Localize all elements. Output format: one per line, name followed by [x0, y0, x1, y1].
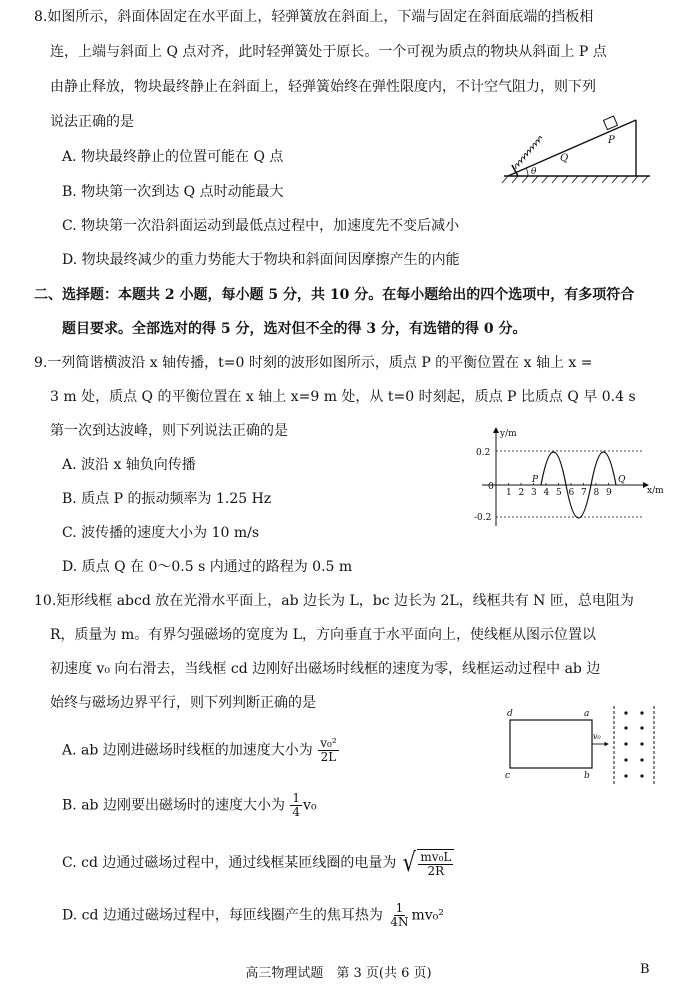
- q10-option-b: [62, 792, 317, 819]
- x-tick-label: 1: [506, 488, 512, 498]
- fraction-numerator: 1: [292, 791, 301, 805]
- q8-option-a: A. 物块最终静止的位置可能在 Q 点: [62, 149, 284, 165]
- corner-d: d: [507, 709, 513, 719]
- label-theta: θ: [531, 167, 537, 177]
- q10-option-a: [62, 737, 340, 764]
- q10-option-c: [62, 848, 454, 878]
- x-tick-label: 4: [543, 488, 550, 498]
- q8-stem-line-2: 连，上端与斜面上 Q 点对齐，此时轻弹簧处于原长。一个可视为质点的物块从斜面上 P 点: [50, 44, 607, 60]
- incline-spring-figure: [500, 112, 656, 188]
- corner-c: c: [505, 771, 511, 781]
- q10-option-a-fraction: [318, 737, 338, 764]
- q8-stem-line-3: 由静止释放，物块最终静止在斜面上，轻弹簧始终在弹性限度内，不计空气阻力，则下列: [50, 79, 596, 95]
- q9-stem-line-3: 第一次到达波峰，则下列说法正确的是: [50, 423, 288, 439]
- origin-label: 0: [488, 482, 494, 492]
- y-tick-0.2: 0.2: [476, 448, 491, 458]
- q10-option-b-text: B. ab 边刚要出磁场时的速度大小为: [62, 797, 285, 814]
- magnetic-field-dots: [624, 711, 643, 777]
- paper-version: B: [640, 962, 650, 977]
- q9-stem-line-1: 9.一列简谐横波沿 x 轴传播，t=0 时刻的波形如图所示，质点 P 的平衡位置在 x 轴上 x =: [34, 355, 593, 371]
- q9-option-b: B. 质点 P 的振动频率为 1.25 Hz: [62, 491, 272, 507]
- q10-option-d-text: D. cd 边通过磁场过程中，每匝线圈产生的焦耳热为: [62, 907, 383, 924]
- x-tick-label: 8: [593, 488, 600, 498]
- wave-label-p: P: [532, 475, 539, 485]
- fraction-numerator: mv₀L: [420, 849, 452, 864]
- q10-option-d: [62, 902, 444, 929]
- label-q: Q: [560, 153, 569, 164]
- x-tick-label: 5: [556, 488, 562, 498]
- q10-option-d-tail: mv₀²: [411, 907, 444, 924]
- q8-option-d: D. 物块最终减少的重力势能大于物块和斜面间因摩擦产生的内能: [62, 252, 460, 268]
- q9-option-c: C. 波传播的速度大小为 10 m/s: [62, 525, 260, 541]
- fraction-denominator: 4N: [390, 915, 409, 929]
- section-2-header-line-1: 二、选择题：本题共 2 小题，每小题 5 分，共 10 分。在每小题给出的四个选项中，有多项符合: [34, 287, 635, 303]
- fraction-denominator: 2L: [320, 750, 337, 764]
- wave-label-q: Q: [618, 475, 626, 485]
- fraction-denominator: 2R: [427, 863, 445, 878]
- q10-option-c-text: C. cd 边通过磁场过程中，通过线框某匝线圈的电量为: [62, 855, 397, 871]
- fraction-numerator: v₀²: [320, 736, 337, 750]
- q8-option-b: B. 物块第一次到达 Q 点时动能最大: [62, 184, 284, 200]
- square-root: [401, 848, 455, 878]
- corner-a: a: [584, 709, 590, 719]
- radical-sign-icon: √: [402, 848, 416, 878]
- q8-option-c: C. 物块第一次沿斜面运动到最低点过程中，加速度先不变后减小: [62, 218, 460, 234]
- y-axis-label: y/m: [500, 429, 517, 439]
- fraction-denominator: 4: [292, 805, 301, 819]
- q10-stem-line-3: 初速度 v₀ 向右滑去，当线框 cd 边刚好出磁场时线框的速度为零，线框运动过程中 ab 边: [50, 661, 601, 677]
- q10-option-a-text: A. ab 边刚进磁场时线框的加速度大小为: [62, 742, 313, 759]
- label-p: P: [608, 135, 615, 146]
- q10-stem-line-4: 始终与磁场边界平行，则下列判断正确的是: [50, 695, 316, 711]
- fraction-numerator: 1: [395, 901, 404, 915]
- x-tick-label: 6: [568, 488, 575, 498]
- q10-stem-line-1: 10.矩形线框 abcd 放在光滑水平面上，ab 边长为 L，bc 边长为 2L，线框共有 N 匝，总电阻为: [34, 593, 634, 609]
- x-tick-label: 7: [581, 488, 587, 498]
- velocity-label: v₀: [593, 732, 601, 741]
- wave-graph: [476, 424, 666, 530]
- q9-option-a: A. 波沿 x 轴负向传播: [62, 457, 196, 473]
- y-tick-neg-0.2: -0.2: [474, 513, 492, 523]
- x-axis-label: x/m: [647, 486, 664, 496]
- q8-stem-line-4: 说法正确的是: [50, 114, 134, 130]
- x-tick-label: 3: [531, 488, 537, 498]
- page-footer: 高三物理试题 第 3 页(共 6 页): [245, 966, 432, 981]
- section-2-header-line-2: 题目要求。全部选对的得 5 分，选对但不全的得 3 分，有选错的得 0 分。: [62, 321, 527, 337]
- x-tick-label: 2: [518, 488, 525, 498]
- corner-b: b: [584, 771, 590, 781]
- q9-stem-line-2: 3 m 处，质点 Q 的平衡位置在 x 轴上 x=9 m 处，从 t=0 时刻起，质点 P 比质点 Q 早 0.4 s: [50, 389, 636, 405]
- q10-option-b-tail: v₀: [303, 797, 317, 814]
- q8-stem-line-1: 8.如图所示，斜面体固定在水平面上，轻弹簧放在斜面上，下端与固定在斜面底端的挡板相: [34, 9, 594, 25]
- q10-stem-line-2: R，质量为 m。有界匀强磁场的宽度为 L，方向垂直于水平面向上，使线框从图示位置以: [50, 627, 597, 643]
- q10-option-b-fraction: [290, 792, 302, 819]
- x-tick-label: 9: [606, 488, 612, 498]
- coil-magnetic-field-figure: [502, 706, 664, 786]
- q9-option-d: D. 质点 Q 在 0～0.5 s 内通过的路程为 0.5 m: [62, 559, 353, 575]
- q10-option-d-fraction: [388, 902, 410, 929]
- q10-option-c-fraction: [418, 851, 453, 878]
